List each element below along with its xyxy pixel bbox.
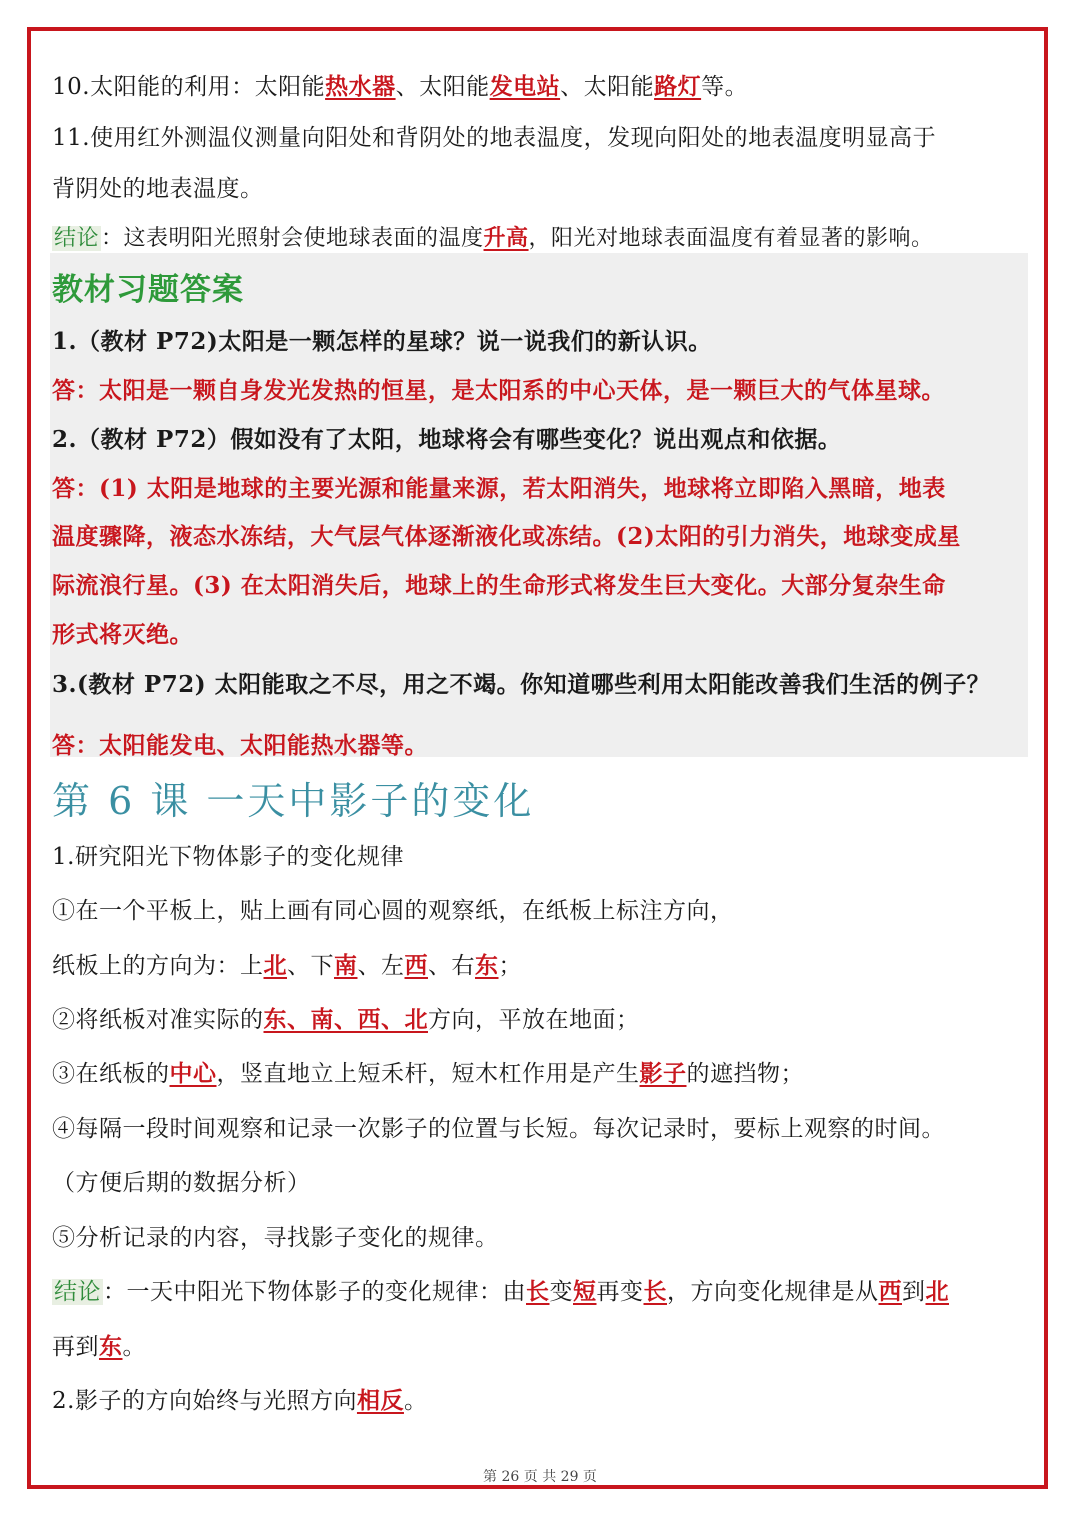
- item-2-shadow: 2.影子的方向始终与光照方向相反。: [52, 1387, 428, 1414]
- question-2: 2.（教材 P72）假如没有了太阳，地球将会有哪些变化？说出观点和依据。: [52, 426, 842, 453]
- step-4-note: （方便后期的数据分析）: [52, 1170, 311, 1196]
- step-3: ③在纸板的中心，竖直地立上短禾杆，短木杠作用是产生影子的遮挡物；: [52, 1060, 804, 1087]
- item-10: 10.太阳能的利用：太阳能热水器、太阳能发电站、太阳能路灯等。: [52, 73, 749, 100]
- step-4: ④每隔一段时间观察和记录一次影子的位置与长短。每次记录时，要标上观察的时间。: [52, 1116, 945, 1142]
- step-2: ②将纸板对准实际的东、南、西、北方向，平放在地面；: [52, 1006, 640, 1033]
- answer-2-line3: 际流浪行星。(3) 在太阳消失后，地球上的生命形式将发生巨大变化。大部分复杂生命: [52, 572, 946, 599]
- answer-1: 答：太阳是一颗自身发光发热的恒星，是太阳系的中心天体，是一颗巨大的气体星球。: [52, 377, 945, 404]
- question-3: 3.(教材 P72) 太阳能取之不尽，用之不竭。你知道哪些利用太阳能改善我们生活的例子？: [52, 671, 991, 698]
- section-title: 教材习题答案: [52, 272, 244, 308]
- conclusion-1: 结论：这表明阳光照射会使地球表面的温度升高，阳光对地球表面温度有着显著的影响。: [54, 225, 934, 251]
- conclusion-2-line2: 再到东。: [52, 1333, 146, 1360]
- answer-2-line2: 温度骤降，液态水冻结，大气层气体逐渐液化或冻结。(2)太阳的引力消失，地球变成星: [52, 523, 961, 550]
- item-11-line1: 11.使用红外测温仪测量向阳处和背阴处的地表温度，发现向阳处的地表温度明显高于: [52, 125, 937, 151]
- answer-3: 答：太阳能发电、太阳能热水器等。: [52, 732, 428, 759]
- answer-2-line1: 答：(1) 太阳是地球的主要光源和能量来源，若太阳消失，地球将立即陷入黑暗，地表: [52, 475, 946, 502]
- step-5: ⑤分析记录的内容，寻找影子变化的规律。: [52, 1225, 499, 1251]
- lesson-title: 第 6 课 一天中影子的变化: [52, 779, 535, 823]
- conclusion-2: 结论：一天中阳光下物体影子的变化规律：由长变短再变长，方向变化规律是从西到北: [54, 1278, 949, 1305]
- step-1: ①在一个平板上，贴上画有同心圆的观察纸，在纸板上标注方向，: [52, 898, 734, 924]
- directions-line: 纸板上的方向为：上北、下南、左西、右东；: [52, 952, 522, 979]
- study-heading: 1.研究阳光下物体影子的变化规律: [52, 844, 404, 870]
- question-1: 1.（教材 P72)太阳是一颗怎样的星球？说一说我们的新认识。: [52, 328, 712, 355]
- page-footer: 第 26 页 共 29 页: [483, 1469, 597, 1485]
- item-11-line2: 背阴处的地表温度。: [52, 176, 264, 202]
- answer-2-line4: 形式将灭绝。: [52, 621, 193, 648]
